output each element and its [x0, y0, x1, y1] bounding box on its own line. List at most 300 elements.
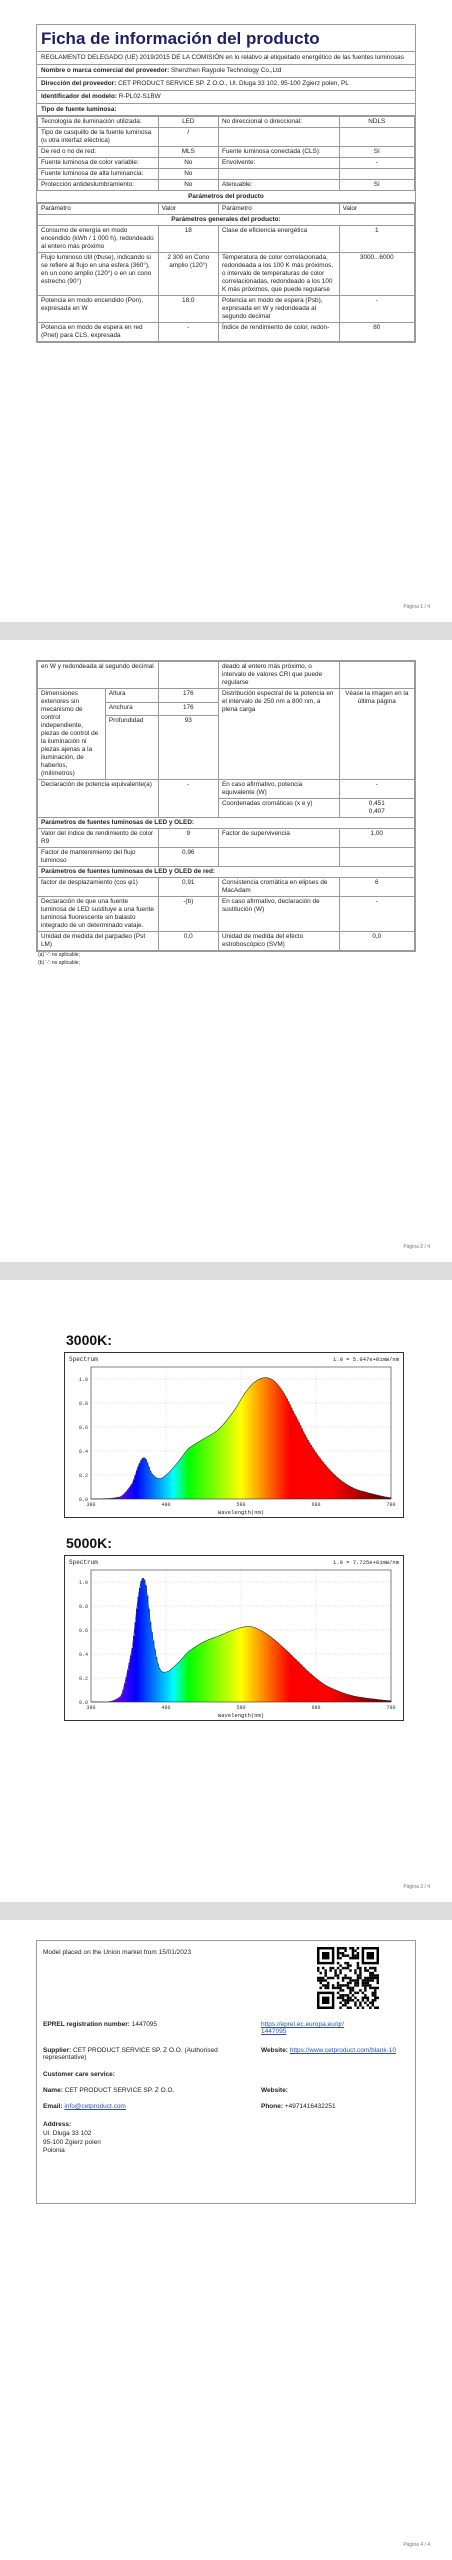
- qr-module: [357, 1999, 359, 2001]
- spectrum-point: [218, 1635, 219, 1636]
- param-value: [339, 848, 414, 867]
- footnote-a: (a) '-': no aplicable;: [38, 952, 80, 958]
- spectrum-point: [233, 1411, 234, 1412]
- qr-module: [354, 1954, 356, 1956]
- qr-module: [339, 2007, 341, 2009]
- qr-module: [364, 1977, 366, 1979]
- dim-name: Profundidad: [105, 716, 158, 780]
- qr-module: [347, 2002, 349, 2004]
- qr-module: [324, 1984, 326, 1986]
- qr-module: [377, 1982, 379, 1984]
- model-row: [37, 91, 415, 104]
- page-number: Página 3 / 4: [403, 1884, 430, 1890]
- param-value: 3000...6000: [339, 253, 414, 296]
- spectrum-svg-5000k: [65, 1556, 405, 1722]
- eprel-value: 1447095: [131, 2021, 158, 2028]
- qr-module: [337, 1947, 339, 1949]
- spectrum-point: [282, 1646, 283, 1647]
- general-param-row: [38, 253, 415, 296]
- qr-module: [339, 2002, 341, 2004]
- care-website-block: [261, 2087, 288, 2094]
- qr-module: [349, 1957, 351, 1959]
- qr-module: [342, 1999, 344, 2001]
- param-value: 9: [158, 829, 218, 848]
- col-header-value: Valor: [158, 204, 218, 215]
- care-website-label: Website:: [261, 2087, 288, 2094]
- qr-module: [342, 1967, 344, 1969]
- type-table: [37, 116, 415, 191]
- qr-module: [347, 1997, 349, 1999]
- general-param-row: [38, 296, 415, 323]
- qr-module: [352, 1994, 354, 1996]
- param-value: LED: [158, 117, 218, 128]
- spectrum-point: [132, 1483, 133, 1484]
- qr-module: [357, 1984, 359, 1986]
- qr-module: [374, 1987, 376, 1989]
- website-link[interactable]: https://www.cetproduct.com/blank-10: [289, 2047, 396, 2054]
- qr-module: [349, 1999, 351, 2001]
- qr-module: [372, 1994, 374, 1996]
- page-number: Página 4 / 4: [403, 2542, 430, 2548]
- param-value: 1: [339, 226, 414, 253]
- dim-value: 176: [158, 689, 218, 703]
- qr-module: [372, 1974, 374, 1976]
- spectrum-label-5000k: 5000K:: [66, 1535, 112, 1551]
- qr-module: [347, 1967, 349, 1969]
- param-label: Fuente luminosa conectada (CLS):: [218, 147, 339, 158]
- column-header-row: [38, 204, 415, 215]
- x-tick-label: 680: [311, 1502, 321, 1508]
- dim-name: Altura: [105, 689, 158, 703]
- product-info-sheet: [36, 24, 416, 343]
- qr-module: [349, 1977, 351, 1979]
- qr-module: [352, 1952, 354, 1954]
- qr-module: [354, 1982, 356, 1984]
- param-label: [218, 128, 339, 147]
- spectrum-point: [144, 1581, 145, 1582]
- param-label: Valor del índice de rendimiento de color R9: [38, 829, 159, 848]
- qr-module: [374, 1999, 376, 2001]
- qr-module: [359, 1969, 361, 1971]
- qr-module: [372, 1977, 374, 1979]
- qr-module: [347, 1977, 349, 1979]
- qr-module: [344, 1954, 346, 1956]
- spectrum-point: [188, 1651, 189, 1652]
- qr-module: [362, 1984, 364, 1986]
- care-phone-label: Phone:: [261, 2103, 284, 2110]
- care-phone-block: [261, 2103, 336, 2110]
- qr-module: [359, 1974, 361, 1976]
- supplier-address-row: [37, 78, 415, 91]
- qr-module: [352, 1954, 354, 1956]
- x-axis-label: Wavelength(nm): [217, 1712, 265, 1719]
- continued-label: en W y redondeada al segundo decimal: [38, 662, 159, 689]
- qr-module: [367, 1982, 369, 1984]
- qr-module: [324, 1969, 326, 1971]
- dim-value: 176: [158, 702, 218, 716]
- param-value: NDLS: [339, 117, 414, 128]
- supplier-name-label: Nombre o marca comercial del proveedor:: [41, 67, 170, 74]
- qr-finder-core: [322, 1952, 329, 1959]
- param-value: No: [158, 169, 218, 180]
- qr-module: [339, 1997, 341, 1999]
- qr-module: [354, 1997, 356, 1999]
- page-2: [0, 640, 452, 1262]
- qr-module: [369, 1967, 371, 1969]
- footnotes: [38, 952, 80, 967]
- qr-module: [352, 1999, 354, 2001]
- qr-module: [324, 1972, 326, 1974]
- continued-label-2: deado al entero más próximo, o intervalo de valores CRI que puede regularse: [218, 662, 339, 689]
- qr-module: [317, 1969, 319, 1971]
- param-value: 2 300 en Cono amplio (120°): [158, 253, 218, 296]
- care-email-link[interactable]: info@cetproduct.com: [64, 2103, 126, 2110]
- qr-module: [357, 1979, 359, 1981]
- address-line: Ul. Dluga 33 102: [43, 2129, 92, 2137]
- spectrum-point: [120, 1695, 121, 1696]
- light-source-type-heading: Tipo de fuente luminosa:: [37, 104, 415, 116]
- model-label: Identificador del modelo:: [41, 93, 117, 100]
- qr-module: [357, 1947, 359, 1949]
- qr-module: [369, 1974, 371, 1976]
- spectrum-point: [293, 1412, 294, 1413]
- qr-module: [327, 1987, 329, 1989]
- page-title: Ficha de información del producto: [37, 25, 415, 52]
- qr-module: [349, 1969, 351, 1971]
- model-value: R-PL02-S1BW: [118, 93, 161, 100]
- spectrum-point: [150, 1627, 151, 1628]
- param-label: Potencia en modo encendido (Pon), expresada en W: [38, 296, 159, 323]
- y-tick-label: 0.2: [78, 1676, 88, 1682]
- spectrum-point: [188, 1448, 189, 1449]
- equiv-label-2: En caso afirmativo, potencia equivalente (W): [218, 780, 339, 799]
- x-tick-label: 580: [236, 1705, 246, 1711]
- qr-module: [344, 2002, 346, 2004]
- qr-module: [339, 1957, 341, 1959]
- qr-module: [352, 1949, 354, 1951]
- param-label: Tecnología de iluminación utilizada:: [38, 117, 159, 128]
- qr-module: [357, 1952, 359, 1954]
- spectrum-point: [353, 1695, 354, 1696]
- address-line: 95-100 Zgierz polen: [43, 2138, 101, 2146]
- qr-module: [337, 1954, 339, 1956]
- mains-params-heading: Parámetros de fuentes luminosas de LED y OLED de red:: [38, 867, 415, 878]
- spectrum-point: [368, 1492, 369, 1493]
- qr-module: [347, 1999, 349, 2001]
- qr-module: [344, 1974, 346, 1976]
- x-tick-label: 680: [311, 1705, 321, 1711]
- spectrum-point: [203, 1641, 204, 1642]
- qr-module: [342, 1994, 344, 1996]
- qr-module: [357, 1982, 359, 1984]
- qr-module: [372, 1979, 374, 1981]
- param-value: No: [158, 158, 218, 169]
- qr-module: [349, 1987, 351, 1989]
- qr-module: [349, 1989, 351, 1991]
- qr-module: [359, 2002, 361, 2004]
- spectrum-point: [338, 1691, 339, 1692]
- qr-module: [372, 1967, 374, 1969]
- qr-module: [372, 2004, 374, 2006]
- page-number: Página 2 / 4: [403, 1244, 430, 1250]
- qr-module: [349, 1964, 351, 1966]
- qr-module: [329, 1967, 331, 1969]
- y-tick-label: 0.0: [78, 1497, 88, 1503]
- product-params-heading: Parámetros del producto: [37, 191, 415, 203]
- spectrum-point: [270, 1637, 271, 1638]
- equivalent-row: [38, 780, 415, 799]
- qr-module: [344, 1962, 346, 1964]
- qr-module: [342, 2004, 344, 2006]
- param-label: Unidad de medida del parpadeo (Pst LM): [38, 932, 159, 951]
- type-row: [38, 169, 415, 180]
- qr-module: [374, 1967, 376, 1969]
- qr-module: [364, 1982, 366, 1984]
- type-row: [38, 158, 415, 169]
- param-value: -: [158, 323, 218, 342]
- col-header-parameter-2: Parámetro: [218, 204, 339, 215]
- qr-finder-core: [322, 1997, 329, 2004]
- qr-module: [337, 1949, 339, 1951]
- qr-module: [324, 1974, 326, 1976]
- param-value: 0,96: [158, 848, 218, 867]
- qr-module: [337, 1977, 339, 1979]
- qr-module: [372, 2002, 374, 2004]
- qr-module: [342, 1989, 344, 1991]
- qr-module: [339, 1972, 341, 1974]
- qr-module: [354, 1949, 356, 1951]
- spectrum-point: [165, 1671, 166, 1672]
- param-value: Sí: [339, 180, 414, 191]
- qr-module: [367, 1984, 369, 1986]
- spectrum-point: [165, 1474, 166, 1475]
- spectrum-point: [248, 1388, 249, 1389]
- qr-module: [364, 1967, 366, 1969]
- spectrum-point: [218, 1429, 219, 1430]
- param-label: Clase de eficiencia energética: [218, 226, 339, 253]
- param-label: Factor de mantenimiento del flujo luminoso: [38, 848, 159, 867]
- qr-module: [364, 2002, 366, 2004]
- qr-module: [327, 1977, 329, 1979]
- qr-module: [374, 1989, 376, 1991]
- spectrum-point: [308, 1441, 309, 1442]
- qr-module: [359, 1967, 361, 1969]
- chroma-value: 0,451 0,407: [339, 799, 414, 818]
- qr-module: [359, 1989, 361, 1991]
- y-tick-label: 0.6: [78, 1628, 88, 1634]
- qr-module: [339, 1952, 341, 1954]
- qr-module: [342, 1997, 344, 1999]
- qr-module: [357, 1974, 359, 1976]
- qr-module: [342, 1979, 344, 1981]
- qr-module: [377, 1997, 379, 1999]
- qr-module: [344, 1994, 346, 1996]
- param-label: De red o no de red:: [38, 147, 159, 158]
- dim-name: Anchura: [105, 702, 158, 716]
- qr-module: [339, 1947, 341, 1949]
- qr-module: [319, 1979, 321, 1981]
- qr-module: [337, 1974, 339, 1976]
- spectrum-point: [259, 1378, 260, 1379]
- qr-module: [354, 1984, 356, 1986]
- qr-module: [319, 1982, 321, 1984]
- x-tick-label: 780: [386, 1502, 396, 1508]
- qr-module: [349, 1992, 351, 1994]
- y-tick-label: 0.4: [78, 1449, 88, 1455]
- qr-module: [337, 1962, 339, 1964]
- qr-module: [317, 1977, 319, 1979]
- qr-module: [364, 1997, 366, 1999]
- qr-module: [367, 1997, 369, 1999]
- type-row: [38, 128, 415, 147]
- spectrum-point: [248, 1626, 249, 1627]
- qr-code[interactable]: [317, 1947, 379, 2009]
- param-label: Factor de supervivencia: [218, 829, 339, 848]
- qr-module: [342, 1977, 344, 1979]
- param-label: Tipo de casquillo de la fuente luminosa (u otra interfaz eléctrica): [38, 128, 159, 147]
- qr-module: [364, 1989, 366, 1991]
- general-param-row: [38, 323, 415, 342]
- x-tick-label: 780: [386, 1705, 396, 1711]
- qr-module: [347, 1954, 349, 1956]
- address-line: Polonia: [43, 2147, 65, 2155]
- eprel-link[interactable]: https://eprel.ec.europa.eu/qr/1447095: [261, 2021, 345, 2035]
- page-4: [0, 1920, 452, 2560]
- general-heading-row: [38, 215, 415, 226]
- placed-on-market-text: Model placed on the Union market from 15/01/2023: [43, 1949, 192, 1956]
- qr-module: [362, 1999, 364, 2001]
- x-tick-label: 380: [86, 1502, 96, 1508]
- spectrum-point: [323, 1683, 324, 1684]
- product-info-sheet-cont: [36, 660, 416, 952]
- qr-module: [369, 1987, 371, 1989]
- qr-module: [354, 2002, 356, 2004]
- qr-module: [337, 1952, 339, 1954]
- qr-module: [354, 1969, 356, 1971]
- qr-module: [374, 2007, 376, 2009]
- qr-module: [349, 1979, 351, 1981]
- qr-module: [357, 1957, 359, 1959]
- type-row: [38, 180, 415, 191]
- qr-module: [369, 2007, 371, 2009]
- qr-module: [319, 1972, 321, 1974]
- param-label: Declaración de que una fuente luminosa de LED sustituye a una fuente luminosa fluorescente sin balasto integrado de un determinado vataje.: [38, 897, 159, 932]
- general-params-table: [37, 203, 415, 342]
- spectrum-point: [144, 1458, 145, 1459]
- qr-module: [367, 1969, 369, 1971]
- general-param-row: [38, 226, 415, 253]
- qr-module: [319, 1987, 321, 1989]
- qr-module: [374, 1997, 376, 1999]
- x-tick-label: 480: [161, 1705, 171, 1711]
- spectrum-chart-3000k: [64, 1352, 404, 1518]
- market-placement-box: [36, 1940, 416, 2204]
- qr-module: [374, 1994, 376, 1996]
- qr-module: [364, 1969, 366, 1971]
- regulation-text: REGLAMENTO DELEGADO (UE) 2019/2015 DE LA COMISIÓN en lo relativo al etiquetado energético de las fuentes luminosas: [37, 52, 415, 65]
- website-block: [261, 2047, 411, 2054]
- qr-finder-core: [367, 1952, 374, 1959]
- qr-module: [347, 1994, 349, 1996]
- param-label: Consumo de energía en modo encendido (kWh / 1 000 h), redondeado al entero más próximo: [38, 226, 159, 253]
- col-header-parameter: Parámetro: [38, 204, 159, 215]
- chroma-label: Coordenadas cromáticas (x e y): [218, 799, 339, 818]
- spectrum-header-right: 1.0 = 7.725e+01mW/nm: [332, 1559, 399, 1566]
- spectrum-point: [323, 1462, 324, 1463]
- spectrum-svg-3000k: [65, 1353, 405, 1519]
- supplier-value: CET PRODUCT SERVICE SP. Z O.O. (Authorised representative): [43, 2047, 218, 2061]
- qr-module: [344, 1949, 346, 1951]
- y-tick-label: 1.0: [78, 1580, 88, 1586]
- spectrum-point: [282, 1390, 283, 1391]
- care-name-block: [43, 2087, 174, 2094]
- spectral-value: Véase la imagen en la última página: [339, 689, 414, 780]
- qr-module: [367, 1979, 369, 1981]
- qr-module: [342, 1947, 344, 1949]
- qr-module: [339, 1994, 341, 1996]
- param-value: 0,0: [339, 932, 414, 951]
- qr-module: [347, 1984, 349, 1986]
- qr-module: [354, 2004, 356, 2006]
- param-value: /: [158, 128, 218, 147]
- param-label: En caso afirmativo, declaración de sustitución (W): [218, 897, 339, 932]
- spectrum-point: [308, 1671, 309, 1672]
- qr-module: [377, 1977, 379, 1979]
- address-label: Address:: [43, 2121, 72, 2128]
- qr-module: [337, 1992, 339, 1994]
- qr-module: [332, 1984, 334, 1986]
- qr-module: [354, 1972, 356, 1974]
- qr-module: [377, 1987, 379, 1989]
- qr-module: [334, 1969, 336, 1971]
- led-heading-row: [38, 818, 415, 829]
- x-tick-label: 480: [161, 1502, 171, 1508]
- mains-param-row: [38, 878, 415, 897]
- care-email-label: Email:: [43, 2103, 63, 2110]
- spectrum-point: [259, 1629, 260, 1630]
- y-tick-label: 0.8: [78, 1604, 88, 1610]
- param-value: 6: [339, 878, 414, 897]
- qr-module: [352, 1987, 354, 1989]
- param-value: 0,91: [158, 878, 218, 897]
- qr-module: [337, 1957, 339, 1959]
- qr-module: [322, 1979, 324, 1981]
- y-tick-label: 0.0: [78, 1700, 88, 1706]
- param-label: Temperatura de color correlacionada, redondeada a los 100 K más próximos, o intervalo de temperaturas de color correlacionadas, redondeado a los 100 K más próximos, que puede regularse: [218, 253, 339, 296]
- qr-module: [339, 1984, 341, 1986]
- type-row: [38, 117, 415, 128]
- qr-module: [357, 1967, 359, 1969]
- qr-module: [342, 1954, 344, 1956]
- qr-module: [322, 1967, 324, 1969]
- qr-module: [354, 1979, 356, 1981]
- qr-module: [337, 1987, 339, 1989]
- footnote-b: (b) '-': no aplicable;: [38, 959, 80, 966]
- param-value: MLS: [158, 147, 218, 158]
- qr-module: [342, 1984, 344, 1986]
- param-label: Fuente luminosa de color variable:: [38, 158, 159, 169]
- mains-param-row: [38, 932, 415, 951]
- qr-module: [359, 2004, 361, 2006]
- qr-code-svg: [317, 1947, 379, 2009]
- qr-module: [344, 2004, 346, 2006]
- general-params-heading: Parámetros generales del producto:: [38, 215, 415, 226]
- qr-module: [352, 1957, 354, 1959]
- qr-module: [347, 2007, 349, 2009]
- equiv-label: Declaración de potencia equivalente(a): [38, 780, 159, 818]
- eprel-block: [43, 2021, 243, 2028]
- param-label: [218, 169, 339, 180]
